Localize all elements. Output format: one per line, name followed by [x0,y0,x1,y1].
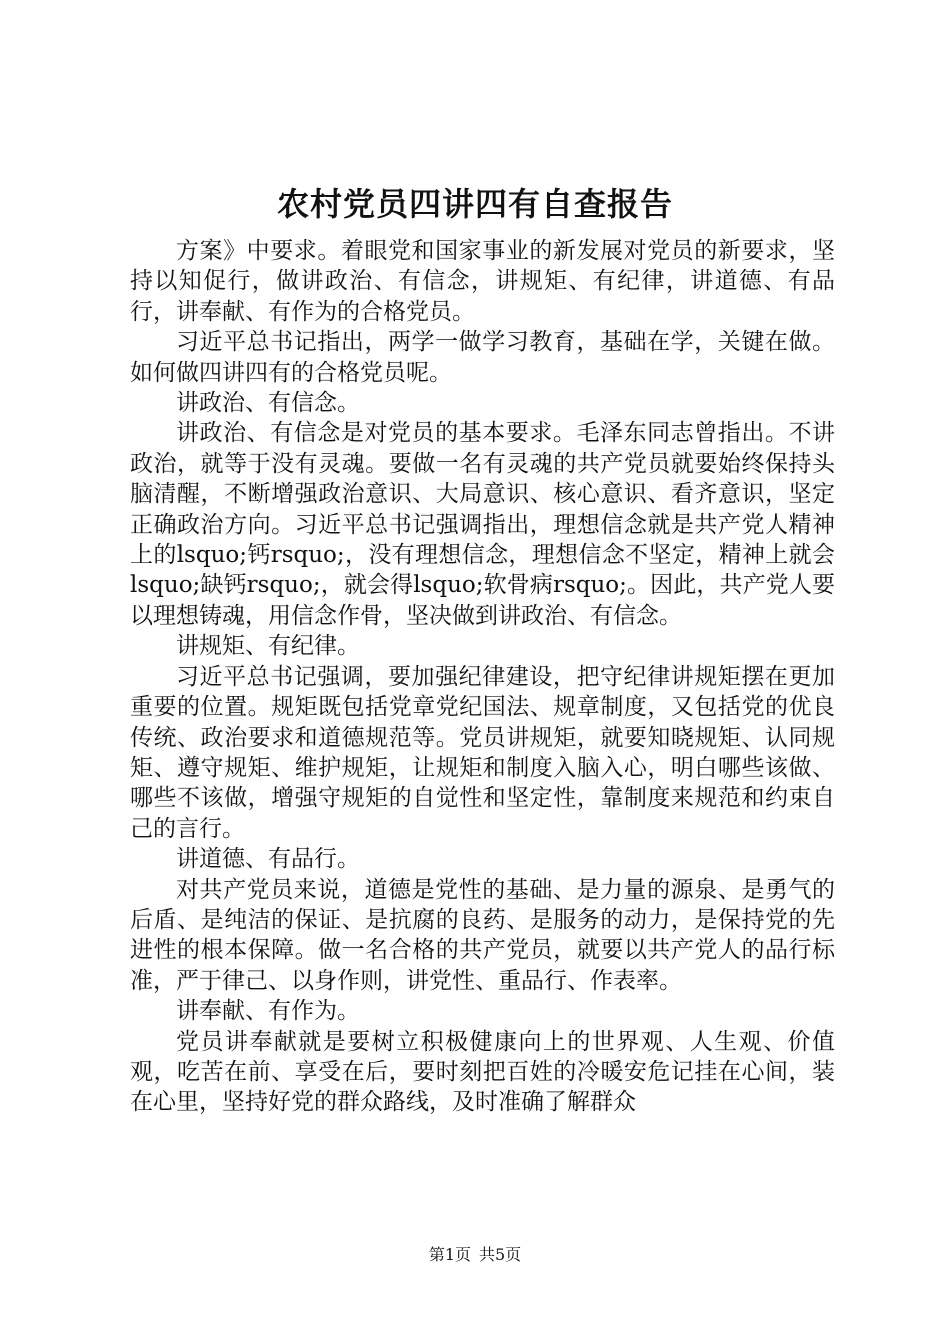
section-heading: 讲规矩、有纪律。 [176,633,360,660]
body-paragraph: 习近平总书记指出，两学一做学习教育，基础在学，关键在做。如何做四讲四有的合格党员呢。 [130,329,835,386]
section-heading: 讲政治、有信念。 [176,390,360,417]
body-paragraph: 党员讲奉献就是要树立积极健康向上的世界观、人生观、价值观，吃苦在前、享受在后，要时刻把百姓的冷暖安危记挂在心间，装在心里，坚持好党的群众路线，及时准确了解群众 [130,1028,835,1116]
body-paragraph: 习近平总书记强调，要加强纪律建设，把守纪律讲规矩摆在更加重要的位置。规矩既包括党章党纪国法、规章制度，又包括党的优良传统、政治要求和道德规范等。党员讲规矩，就要知晓规矩、认同规矩、遵守规矩、维护规矩，让规矩和制度入脑入心，明白哪些该做、哪些不该做，增强守规矩的自觉性和坚定性，靠制度来规范和约束自己的言行。 [130,663,835,842]
page-number: 第1页 [428,1245,471,1264]
document-title: 农村党员四讲四有自查报告 [276,185,673,223]
page-footer [0,1244,950,1266]
body-paragraph: 方案》中要求。着眼党和国家事业的新发展对党员的新要求，坚持以知促行，做讲政治、有信念，讲规矩、有纪律，讲道德、有品行，讲奉献、有作为的合格党员。 [130,238,835,325]
body-paragraph: 对共产党员来说，道德是党性的基础、是力量的源泉、是勇气的后盾、是纯洁的保证、是抗腐的良药、是服务的动力，是保持党的先进性的根本保障。做一名合格的共产党员，就要以共产党人的品行标准，严于律己、以身作则，讲党性、重品行、作表率。 [130,876,835,994]
section-heading: 讲奉献、有作为。 [176,998,360,1025]
body-paragraph: 讲政治、有信念是对党员的基本要求。毛泽东同志曾指出。不讲政治，就等于没有灵魂。要做一名有灵魂的共产党员就要始终保持头脑清醒，不断增强政治意识、大局意识、核心意识、看齐意识，坚定正确政治方向。习近平总书记强调指出，理想信念就是共产党人精神上的lsquo;钙rsquo;，没有理想信念，理想信念不坚定，精神上就会lsquo;缺钙rsquo;，就会得lsquo;软骨病rsquo;。因此，共产党人要以理想铸魂，用信念作骨，坚决做到讲政治、有信念。 [130,420,835,629]
page-total: 共5页 [479,1245,522,1264]
document-body [130,236,835,1118]
section-heading: 讲道德、有品行。 [176,846,360,873]
